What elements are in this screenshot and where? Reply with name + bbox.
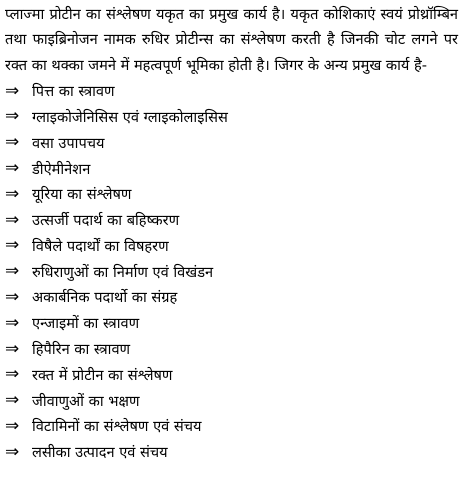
list-item: [5, 336, 458, 362]
list-item: [5, 362, 458, 388]
function-label: जीवाणुओं का भक्षण: [32, 392, 140, 410]
double-arrow-icon: ⇒: [5, 286, 20, 307]
list-item: [5, 414, 458, 440]
double-arrow-icon: ⇒: [5, 390, 20, 411]
double-arrow-icon: ⇒: [5, 441, 20, 462]
list-item: [5, 439, 458, 465]
double-arrow-icon: ⇒: [5, 364, 20, 385]
double-arrow-icon: ⇒: [5, 158, 20, 178]
double-arrow-icon: ⇒: [5, 235, 20, 256]
function-label: विटामिनों का संश्लेषण एवं संचय: [32, 418, 202, 436]
function-label: रक्त में प्रोटीन का संश्लेषण: [32, 366, 173, 384]
function-label: ग्लाइकोजेनिसिस एवं ग्लाइकोलाइसिस: [32, 108, 228, 126]
list-item: [5, 104, 458, 130]
function-label: एन्जाइमों का स्त्रावण: [32, 315, 140, 333]
double-arrow-icon: ⇒: [5, 415, 20, 436]
double-arrow-icon: ⇒: [5, 183, 20, 204]
list-item: [5, 78, 458, 104]
function-label: रुधिराणुओं का निर्माण एवं विखंडन: [32, 263, 214, 281]
list-item: [5, 181, 458, 207]
function-label: अकार्बनिक पदार्थो का संग्रह: [32, 289, 178, 307]
function-label: हिपैरिन का स्त्रावण: [32, 341, 131, 359]
list-item: [5, 233, 458, 259]
function-label: यूरिया का संश्लेषण: [32, 186, 132, 204]
list-item: [5, 310, 458, 336]
list-item: [5, 259, 458, 285]
list-item: [5, 156, 458, 182]
double-arrow-icon: ⇒: [5, 312, 20, 333]
double-arrow-icon: ⇒: [5, 106, 20, 127]
function-label: पित्त का स्त्रावण: [32, 83, 115, 101]
function-label: विषैले पदार्थों का विषहरण: [32, 237, 169, 255]
liver-functions-list: [5, 78, 458, 465]
list-item: [5, 207, 458, 233]
intro-paragraph: प्लाज्मा प्रोटीन का संश्लेषण यकृत का प्रमुख कार्य है। यकृत कोशिकाएं स्वयं प्रोथ्रॉम्बिन तथा फाइब्रिनोजन नामक रुधिर प्रोटीन्स का संश्लेषण करती है जिनकी चोट लगने पर रक्त का थक्का जमने में महत्वपूर्ण भूमिका होती है। जिगर के अन्य प्रमुख कार्य है-: [5, 6, 458, 74]
double-arrow-icon: ⇒: [5, 261, 20, 282]
function-label: डीऐमीनेशन: [32, 160, 91, 178]
double-arrow-icon: ⇒: [5, 338, 20, 359]
function-label: उत्सर्जी पदार्थ का बहिष्करण: [32, 212, 180, 230]
function-label: वसा उपापचय: [32, 134, 105, 152]
list-item: [5, 130, 458, 156]
double-arrow-icon: ⇒: [5, 80, 20, 101]
double-arrow-icon: ⇒: [5, 132, 20, 153]
list-item: [5, 388, 458, 414]
double-arrow-icon: ⇒: [5, 209, 20, 230]
function-label: लसीका उत्पादन एवं संचय: [32, 444, 168, 462]
list-item: [5, 285, 458, 311]
